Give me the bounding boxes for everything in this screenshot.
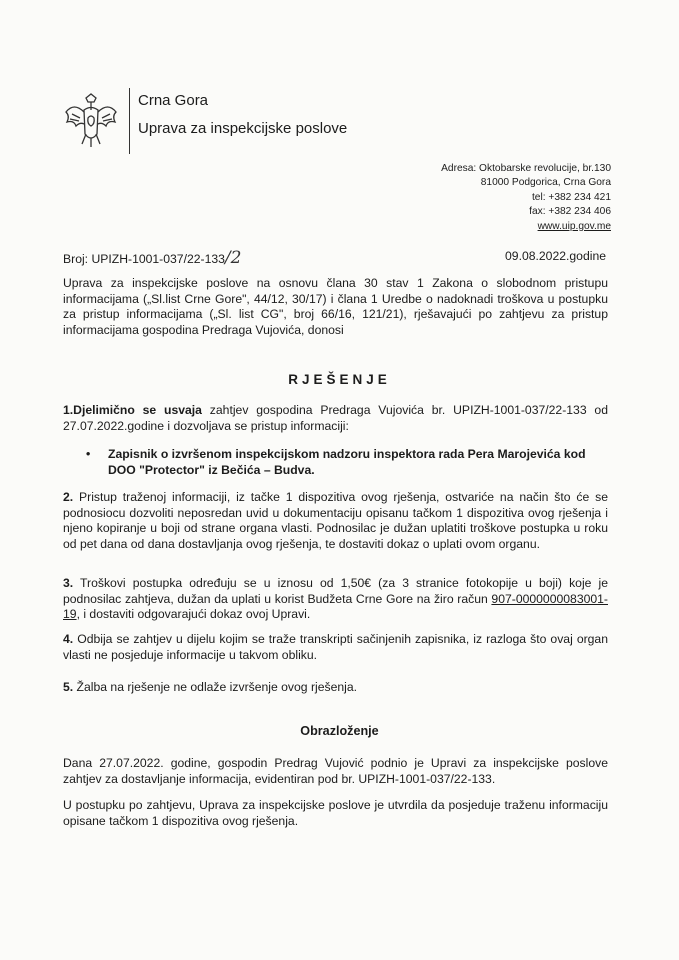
item-5-number: 5. — [63, 680, 74, 694]
item-4 — [63, 632, 608, 663]
item-1-text: zahtjev gospodina Predraga Vujovića br. UPIZH-1001-037/22-133 od 27.07.2022.godine i dozvoljava se pristup informaciji: — [63, 403, 608, 433]
item-2 — [63, 490, 608, 552]
item-1-lead: 1.Djelimično se usvaja — [63, 403, 202, 417]
item-3-text: Troškovi postupka određuju se u iznosu od 1,50€ (za 3 stranice fotokopije u boji) koje je podnosilac zahtjeva, dužan da uplati u korist Budžeta Crne Gore na žiro račun — [63, 576, 608, 606]
item-5-text: Žalba na rješenje ne odlaže izvršenje ovog rješenja. — [73, 680, 358, 694]
website-link[interactable]: www.uip.gov.me — [537, 220, 611, 232]
item-2-text: Pristup traženoj informaciji, iz tačke 1 dispozitiva ovog rješenja, ostvariće na način što će se podnosiocu dozvoliti neposredan uvid u dokumentaciju opisanu tačkom 1 dispozitiva ovog rješenja i njeno kopiranje u boji od strane organa vlasti. Podnosilac je dužan uplatiti troškove postupka u roku od pet dana od dana dostavljanja ovog rješenja, te dostaviti dokaz o uplati ovom organu. — [63, 490, 608, 551]
intro-paragraph: Uprava za inspekcijske poslove na osnovu člana 30 stav 1 Zakona o slobodnom pristupu informacijama („Sl.list Crne Gore", 44/12, 30/17) i člana 1 Uredbe o nadoknadi troškova u postupku za pristup informacijama („Sl. list CG", broj 66/16, 121/21), rješavajući po zahtjevu za pristup informacijama gospodina Predraga Vujovića, donosi — [63, 276, 608, 337]
letterhead-divider — [129, 88, 130, 154]
reasoning-paragraph-1: Dana 27.07.2022. godine, gospodin Predrag Vujović podnio je Upravi za inspekcijske poslove zahtjev za dostavljanje informacija, evidentiran pod br. UPIZH-1001-037/22-133. — [63, 756, 608, 786]
item-4-text: Odbija se zahtjev u dijelu kojim se traže transkripti sačinjenih zapisnika, iz razloga što ovaj organ vlasti ne posjeduje informacije u takvom obliku. — [63, 632, 608, 662]
item-4-number: 4. — [63, 632, 74, 646]
reasoning-title: Obrazloženje — [300, 724, 379, 738]
address-block — [351, 162, 611, 234]
bullet-icon: • — [86, 447, 91, 461]
item-1 — [63, 403, 608, 434]
reference-number — [63, 248, 241, 268]
handwritten-suffix: /2 — [224, 248, 242, 268]
address-fax: fax: +382 234 406 — [529, 206, 611, 218]
coat-of-arms-icon — [62, 92, 120, 150]
item-3-number: 3. — [63, 576, 74, 590]
item-3 — [63, 576, 608, 623]
reasoning-paragraph-2: U postupku po zahtjevu, Uprava za inspekcijske poslove je utvrdila da posjeduje traženu informaciju opisane tačkom 1 dispozitiva ovog rješenja. — [63, 798, 608, 828]
country-name: Crna Gora — [138, 92, 209, 109]
decision-title: RJEŠENJE — [288, 372, 391, 387]
bank-account-number: 907-0000000083001-19 — [63, 591, 608, 622]
bullet-text: Zapisnik o izvršenom inspekcijskom nadzoru inspektora rada Pera Marojevića kod DOO "Protector" iz Bečića – Budva. — [108, 447, 586, 477]
address-street: Adresa: Oktobarske revolucije, br.130 — [441, 163, 611, 174]
reference-number-text: Broj: UPIZH-1001-037/22-133 — [63, 252, 225, 266]
document-date: 09.08.2022.godine — [505, 249, 606, 263]
address-tel: tel: +382 234 421 — [531, 191, 611, 203]
address-city: 81000 Podgorica, Crna Gora — [480, 177, 611, 189]
item-2-number: 2. — [63, 490, 74, 504]
organ-name: Uprava za inspekcijske poslove — [138, 120, 348, 137]
item-5 — [63, 680, 608, 696]
item-3-end: , i dostaviti odgovarajući dokaz ovoj Upravi. — [76, 607, 311, 622]
bullet-item — [86, 447, 610, 478]
